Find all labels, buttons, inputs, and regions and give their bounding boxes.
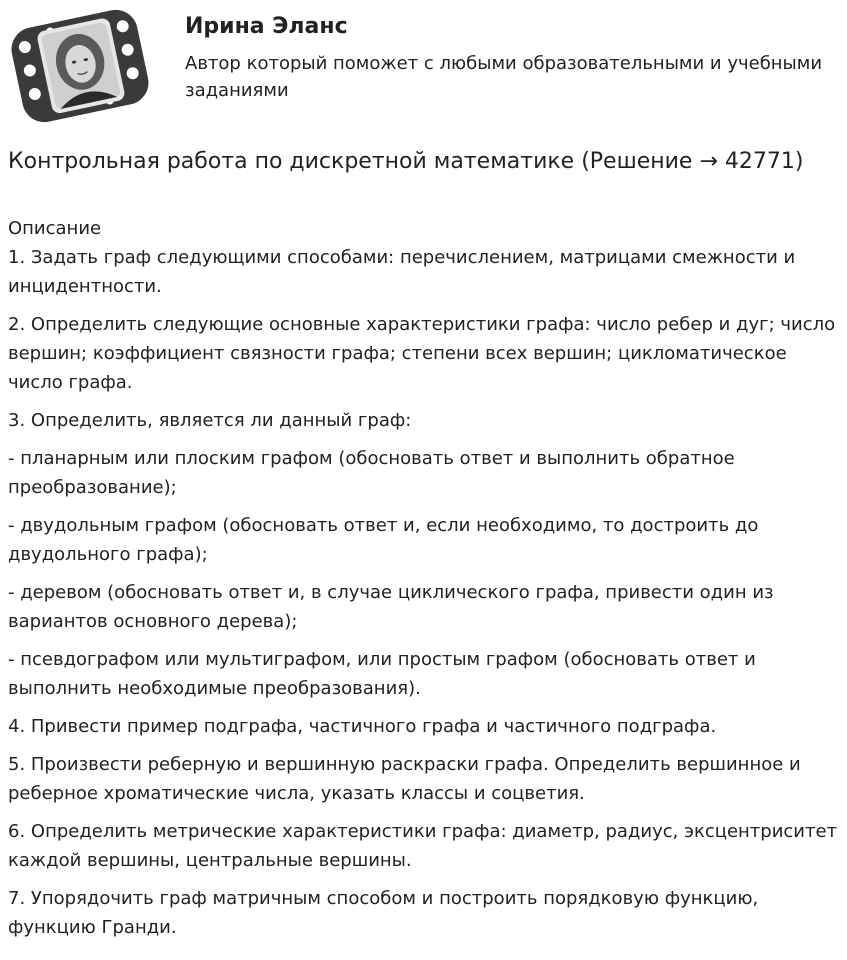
description-item-3a: - планарным или плоским графом (обосновать ответ и выполнить обратное преобразование); — [8, 448, 735, 498]
description-item-3b: - двудольным графом (обосновать ответ и, если необходимо, то достроить до двудольного графа); — [8, 515, 759, 565]
description-item-2: 2. Определить следующие основные характеристики графа: число ребер и дуг; число вершин; коэффициент связности графа; степени всех вершин; цикломатическое число графа. — [8, 314, 836, 393]
description-item-3: 3. Определить, является ли данный граф: — [8, 410, 412, 431]
page-title: Контрольная работа по дискретной математике (Решение → 42771) — [8, 149, 804, 174]
author-avatar[interactable] — [8, 6, 153, 126]
description-item-4: 4. Привести пример подграфа, частичного графа и частичного подграфа. — [8, 716, 717, 737]
avatar-film-frame — [8, 6, 153, 126]
description-item-5: 5. Произвести реберную и вершинную раскраски графа. Определить вершинное и реберное хроматические числа, указать классы и соцветия. — [8, 754, 801, 804]
description-heading: Описание — [8, 218, 102, 239]
author-card — [8, 6, 838, 126]
description-item-6: 6. Определить метрические характеристики графа: диаметр, радиус, эксцентриситет каждой вершины, центральные вершины. — [8, 821, 838, 871]
description-item-7: 7. Упорядочить граф матричным способом и построить порядковую функцию, функцию Гранди. — [8, 888, 759, 938]
description-list — [8, 243, 843, 951]
author-description: Автор который поможет с любыми образовательными и учебными заданиями — [185, 53, 823, 101]
author-name[interactable]: Ирина Эланс — [185, 14, 348, 39]
description-item-1: 1. Задать граф следующими способами: перечислением, матрицами смежности и инцидентности. — [8, 247, 796, 297]
description-item-3c: - деревом (обосновать ответ и, в случае циклического графа, привести один из вариантов основного дерева); — [8, 582, 774, 632]
description-item-3d: - псевдографом или мультиграфом, или простым графом (обосновать ответ и выполнить необходимые преобразования). — [8, 649, 756, 699]
